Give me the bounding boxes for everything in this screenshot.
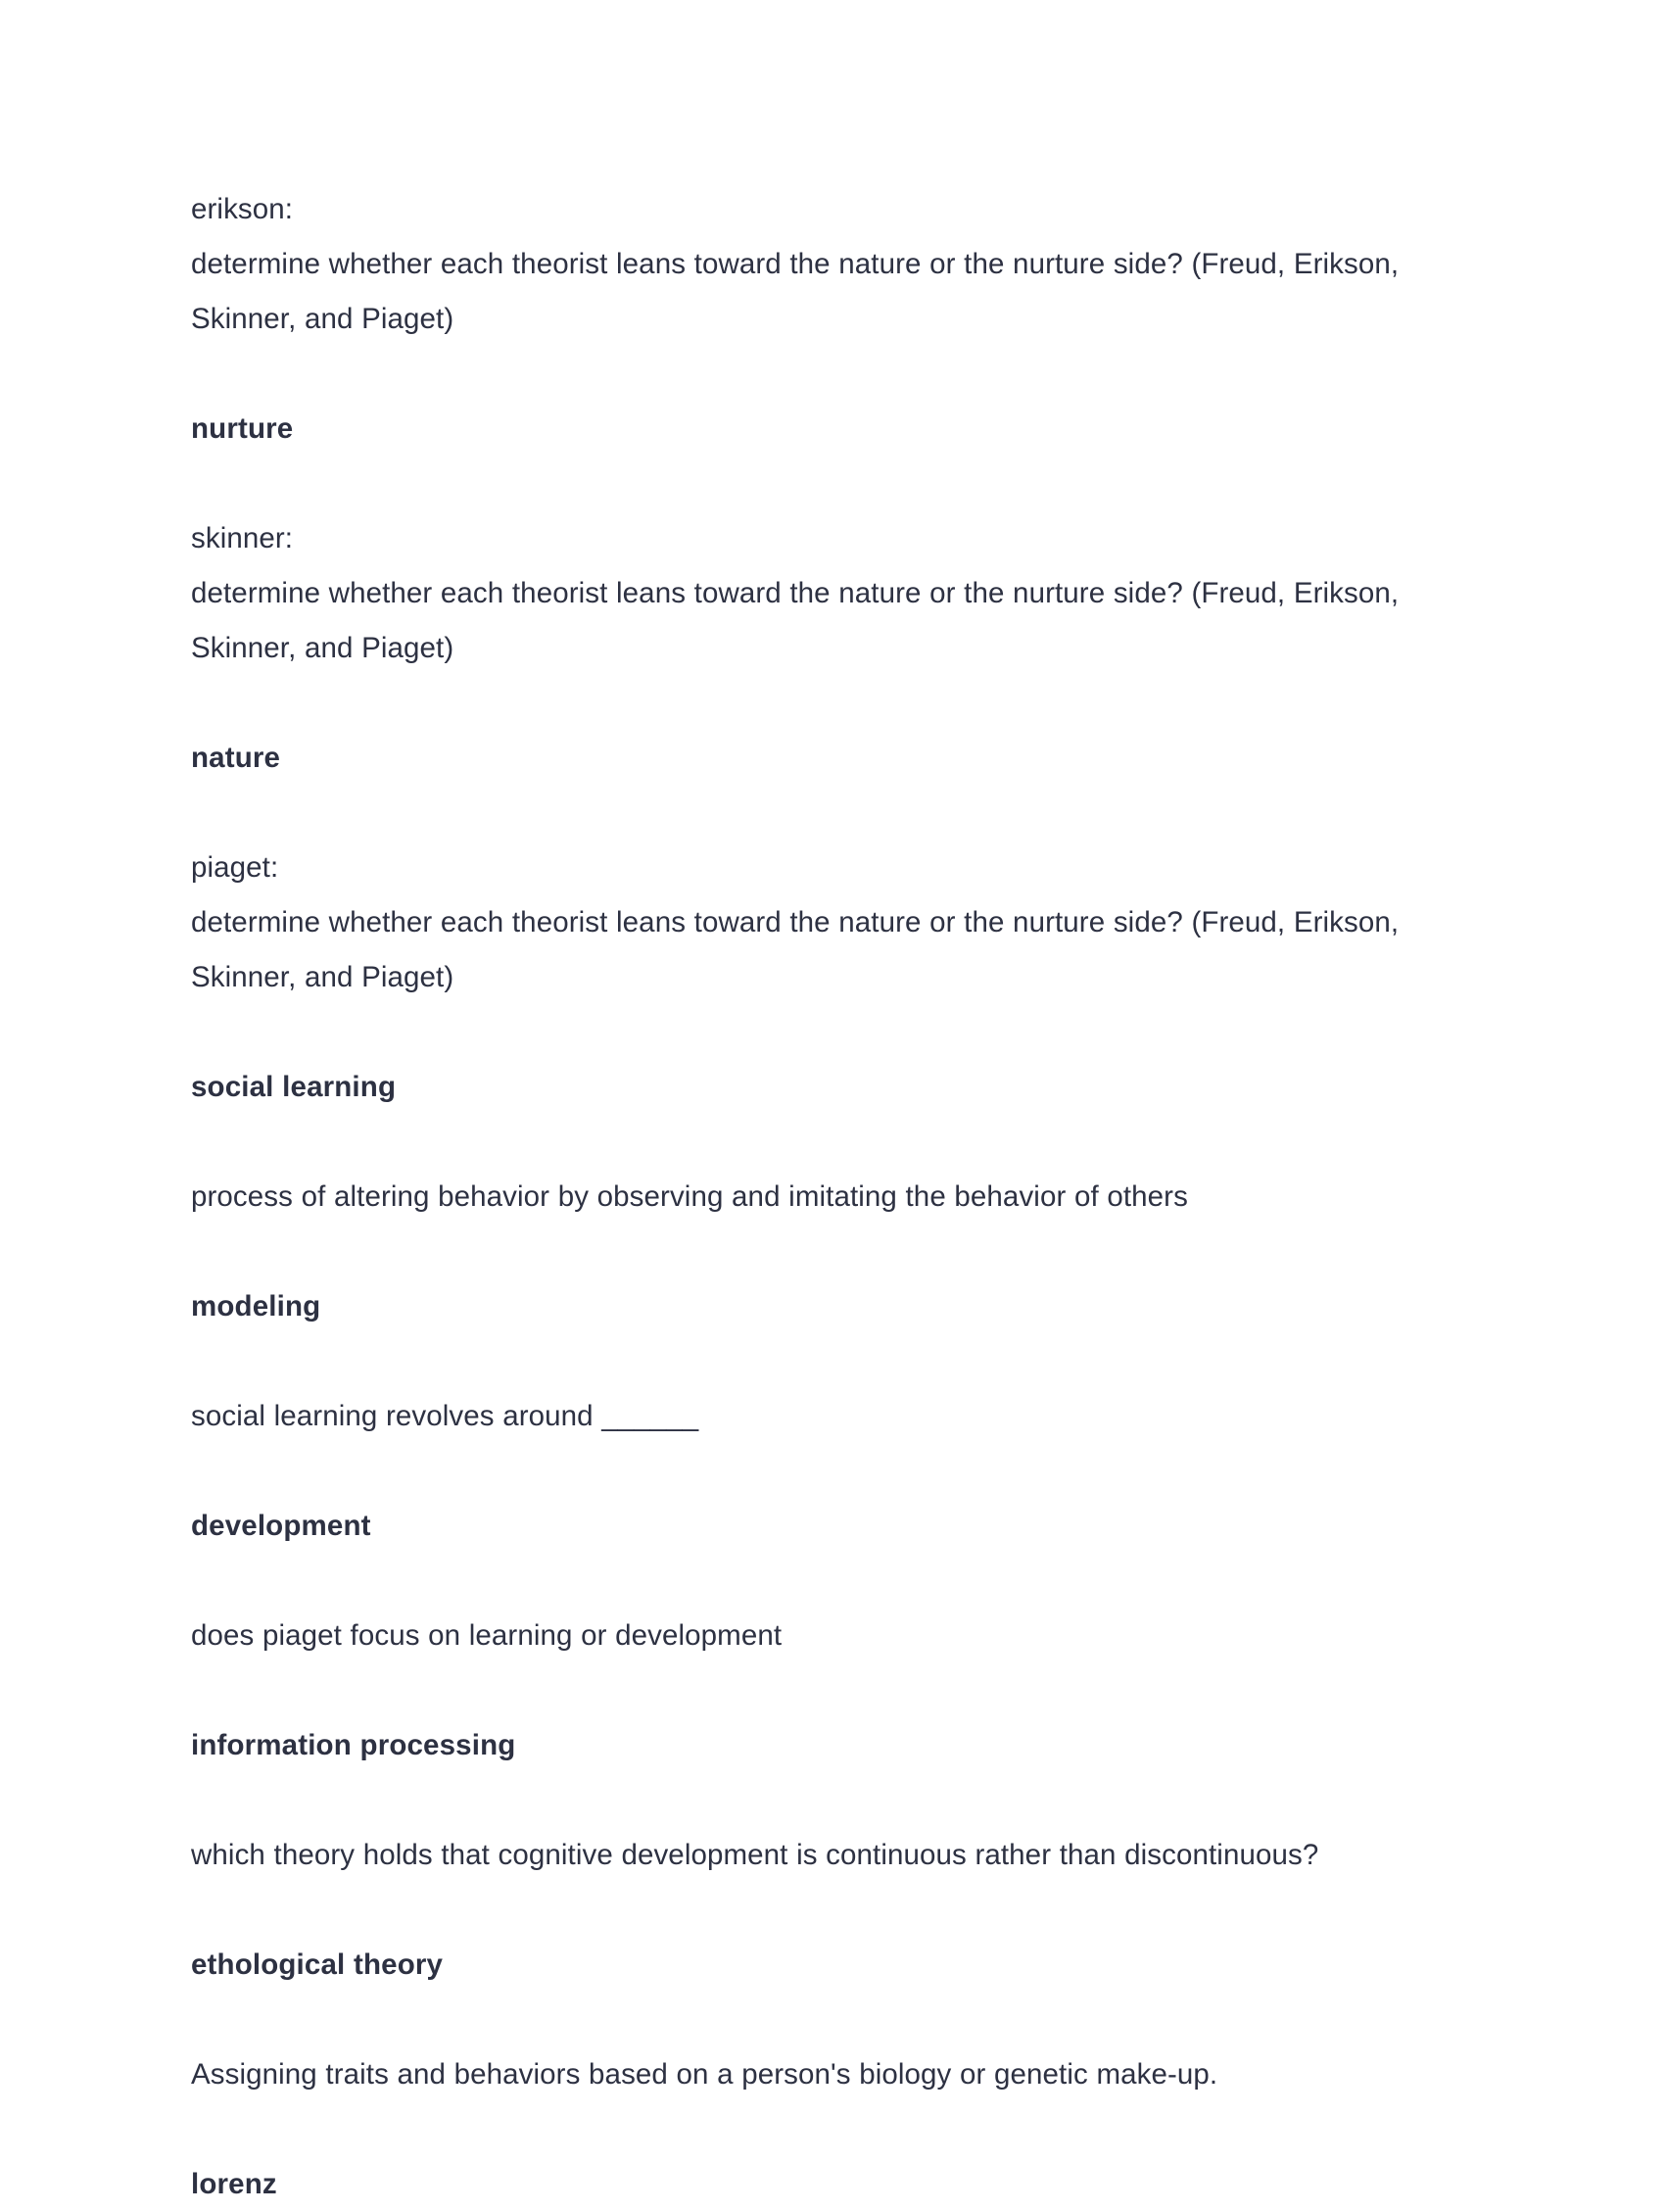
prompt-piaget-text: determine whether each theorist leans toward the nature or the nurture side? (Freud, Erikson, Skinner, and Piaget) [191, 906, 1400, 993]
definition-development: does piaget focus on learning or development [191, 1619, 783, 1652]
answer-nurture: nurture [191, 412, 294, 445]
prompt-skinner-lead: skinner: [191, 522, 294, 554]
term-ethological-theory: ethological theory [191, 1948, 444, 1981]
prompt-erikson [191, 182, 1445, 347]
definition-social-learning: process of altering behavior by observing and imitating the behavior of others [191, 1180, 1188, 1213]
prompt-erikson-text: determine whether each theorist leans toward the nature or the nurture side? (Freud, Erikson, Skinner, and Piaget) [191, 248, 1400, 335]
prompt-piaget [191, 841, 1445, 1005]
term-information-processing: information processing [191, 1729, 516, 1761]
definition-ethological-theory: Assigning traits and behaviors based on a person's biology or genetic make-up. [191, 2058, 1218, 2091]
prompt-erikson-lead: erikson: [191, 193, 294, 225]
term-social-learning: social learning [191, 1071, 397, 1103]
term-modeling: modeling [191, 1290, 321, 1322]
prompt-piaget-lead: piaget: [191, 851, 279, 884]
document-body [191, 182, 1445, 2212]
answer-nature: nature [191, 742, 281, 774]
prompt-skinner-text: determine whether each theorist leans toward the nature or the nurture side? (Freud, Erikson, Skinner, and Piaget) [191, 577, 1400, 664]
prompt-skinner [191, 511, 1445, 676]
term-development: development [191, 1510, 371, 1542]
term-lorenz: lorenz [191, 2168, 277, 2200]
definition-information-processing: which theory holds that cognitive development is continuous rather than discontinuous? [191, 1839, 1319, 1871]
definition-modeling: social learning revolves around ______ [191, 1400, 699, 1432]
